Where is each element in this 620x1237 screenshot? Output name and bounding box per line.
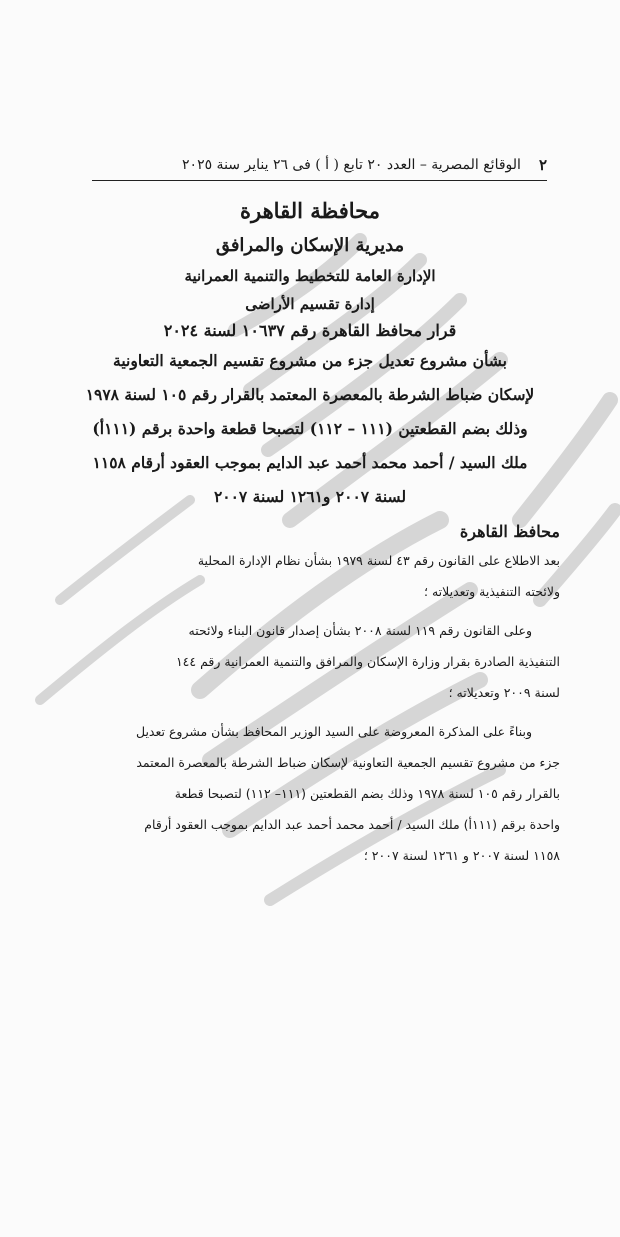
land-division-title: إدارة تقسيم الأراضى xyxy=(245,294,375,313)
decree-title: قرار محافظ القاهرة رقم ١٠٦٣٧ لسنة ٢٠٢٤ xyxy=(163,320,457,340)
governorate-title: محافظة القاهرة xyxy=(240,198,380,223)
paragraph-line: ١١٥٨ لسنة ٢٠٠٧ و ١٢٦١ لسنة ٢٠٠٧ ؛ xyxy=(363,847,560,863)
paragraph xyxy=(60,716,560,871)
paragraph-line: التنفيذية الصادرة بقرار وزارة الإسكان والمرافق والتنمية العمرانية رقم ١٤٤ xyxy=(175,653,560,669)
subject-line: ملك السيد / أحمد محمد أحمد عبد الدايم بموجب العقود أرقام ١١٥٨ xyxy=(92,452,528,472)
page-number: ٢ xyxy=(538,156,547,174)
general-administration-title: الإدارة العامة للتخطيط والتنمية العمرانية xyxy=(184,266,436,285)
paragraph-line: جزء من مشروع تقسيم الجمعية التعاونية لإسكان ضباط الشرطة بالمعصرة المعتمد xyxy=(136,754,560,770)
paragraph xyxy=(60,545,560,607)
paragraph-line: وبناءً على المذكرة المعروضة على السيد الوزير المحافظ بشأن مشروع تعديل xyxy=(135,723,532,739)
paragraph-line: واحدة برقم (١١١أ) ملك السيد / أحمد محمد أحمد عبد الدايم بموجب العقود أرقام xyxy=(144,816,560,832)
governor-label: محافظ القاهرة xyxy=(459,521,560,541)
directorate-title: مديرية الإسكان والمرافق xyxy=(215,235,405,257)
paragraph-line: ولائحته التنفيذية وتعديلاته ؛ xyxy=(424,583,560,599)
gazette-header: الوقائع المصرية – العدد ٢٠ تابع ( أ ) فى ٢٦ يناير سنة ٢٠٢٥ xyxy=(182,157,521,173)
page-header xyxy=(92,150,547,181)
subject-line: وذلك بضم القطعتين (١١١ – ١١٢) لتصبحا قطعة واحدة برقم (١١١أ) xyxy=(92,418,528,438)
paragraph-line: لسنة ٢٠٠٩ وتعديلاته ؛ xyxy=(448,684,560,700)
subject-line: لإسكان ضباط الشرطة بالمعصرة المعتمد بالقرار رقم ١٠٥ لسنة ١٩٧٨ xyxy=(85,384,535,404)
document-body xyxy=(60,196,560,871)
decree-subject xyxy=(60,344,560,514)
preamble xyxy=(60,545,560,871)
subject-line: لسنة ٢٠٠٧ و١٢٦١ لسنة ٢٠٠٧ xyxy=(213,486,407,506)
paragraph-line: وعلى القانون رقم ١١٩ لسنة ٢٠٠٨ بشأن إصدار قانون البناء ولائحته xyxy=(188,622,532,638)
paragraph-line: بعد الاطلاع على القانون رقم ٤٣ لسنة ١٩٧٩ بشأن نظام الإدارة المحلية xyxy=(197,552,560,568)
paragraph-line: بالقرار رقم ١٠٥ لسنة ١٩٧٨ وذلك بضم القطعتين (١١١– ١١٢) لتصبحا قطعة xyxy=(174,785,560,801)
subject-line: بشأن مشروع تعديل جزء من مشروع تقسيم الجمعية التعاونية xyxy=(113,350,507,370)
paragraph xyxy=(60,615,560,708)
